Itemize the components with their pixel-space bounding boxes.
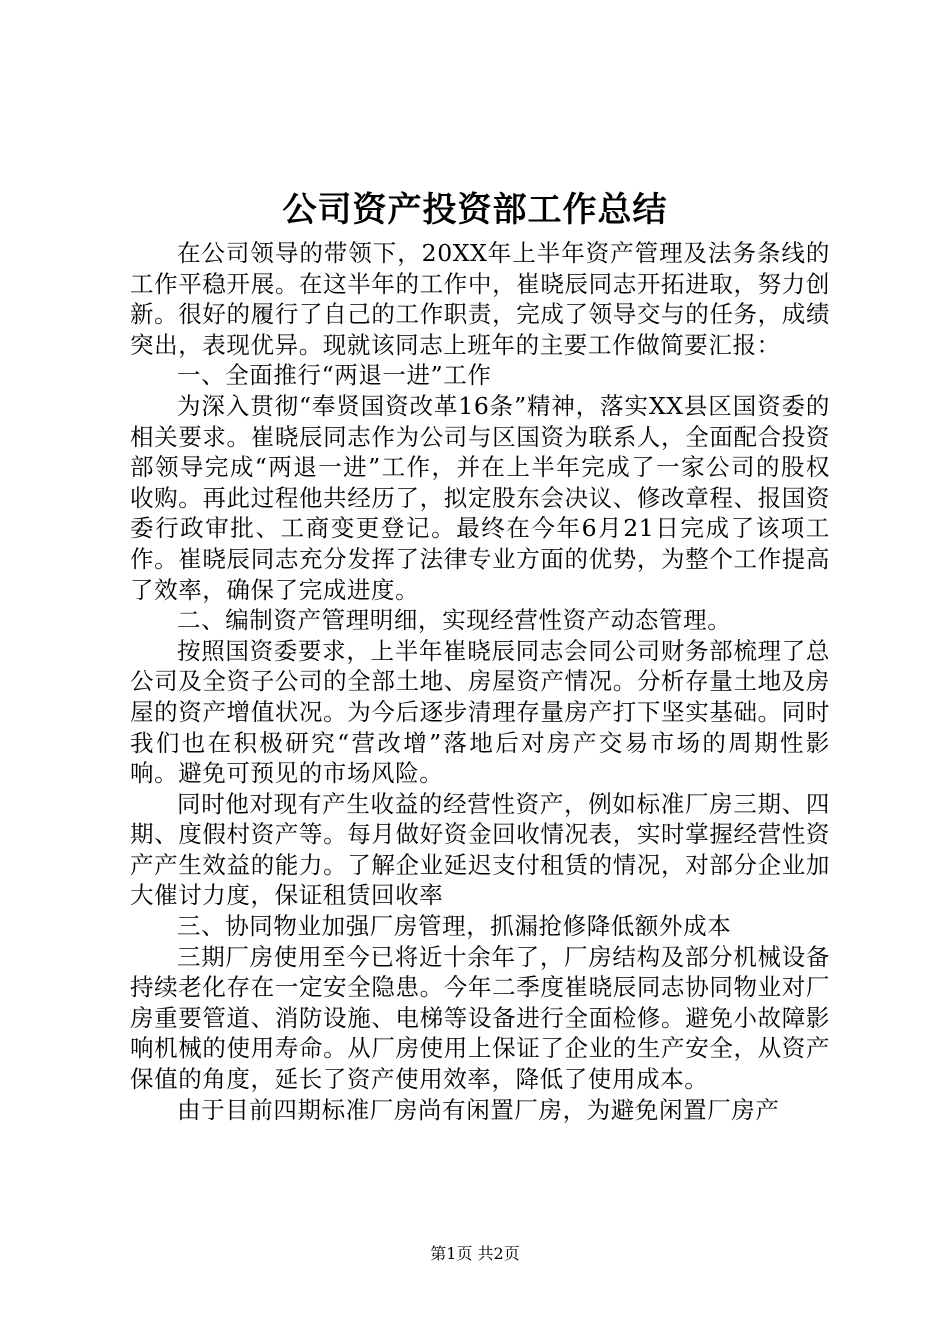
section-2-paragraph-2: 同时他对现有产生收益的经营性资产，例如标准厂房三期、四期、度假村资产等。每月做好资金回收情况表，实时掌握经营性资产产生效益的能力。了解企业延迟支付租赁的情况，对部分企业加大催讨力度，保证租赁回收率 — [130, 789, 830, 910]
page-footer: 第1页 共2页 — [430, 1244, 520, 1263]
section-3-paragraph-2: 由于目前四期标准厂房尚有闲置厂房，为避免闲置厂房产 — [177, 1095, 780, 1124]
section-heading-1: 一、全面推行“两退一进”工作 — [177, 361, 492, 390]
intro-paragraph: 在公司领导的带领下，20XX年上半年资产管理及法务条线的工作平稳开展。在这半年的工作中，崔晓辰同志开拓进取，努力创新。很好的履行了自己的工作职责，完成了领导交与的任务，成绩突出，表现优异。现就该同志上班年的主要工作做简要汇报： — [130, 239, 830, 359]
section-heading-2: 二、编制资产管理明细，实现经营性资产动态管理。 — [177, 606, 732, 635]
document-body — [130, 238, 830, 1125]
document-title: 公司资产投资部工作总结 — [282, 190, 668, 230]
section-1-paragraph: 为深入贯彻“奉贤国资改革16条”精神，落实XX县区国资委的相关要求。崔晓辰同志作为公司与区国资为联系人，全面配合投资部领导完成“两退一进”工作，并在上半年完成了一家公司的股权收购。再此过程他共经历了，拟定股东会决议、修改章程、报国资委行政审批、工商变更登记。最终在今年6月21日完成了该项工作。崔晓辰同志充分发挥了法律专业方面的优势，为整个工作提高了效率，确保了完成进度。 — [130, 391, 830, 604]
section-3-paragraph-1: 三期厂房使用至今已将近十余年了，厂房结构及部分机械设备持续老化存在一定安全隐患。今年二季度崔晓辰同志协同物业对厂房重要管道、消防设施、电梯等设备进行全面检修。避免小故障影响机械的使用寿命。从厂房使用上保证了企业的生产安全，从资产保值的角度，延长了资产使用效率，降低了使用成本。 — [130, 942, 830, 1094]
section-2-paragraph-1: 按照国资委要求，上半年崔晓辰同志会同公司财务部梳理了总公司及全资子公司的全部土地、房屋资产情况。分析存量土地及房屋的资产增值状况。为今后逐步清理存量房产打下坚实基础。同时我们也在积极研究“营改增”落地后对房产交易市场的周期性影响。避免可预见的市场风险。 — [130, 636, 830, 788]
section-heading-3: 三、协同物业加强厂房管理，抓漏抢修降低额外成本 — [177, 912, 732, 941]
